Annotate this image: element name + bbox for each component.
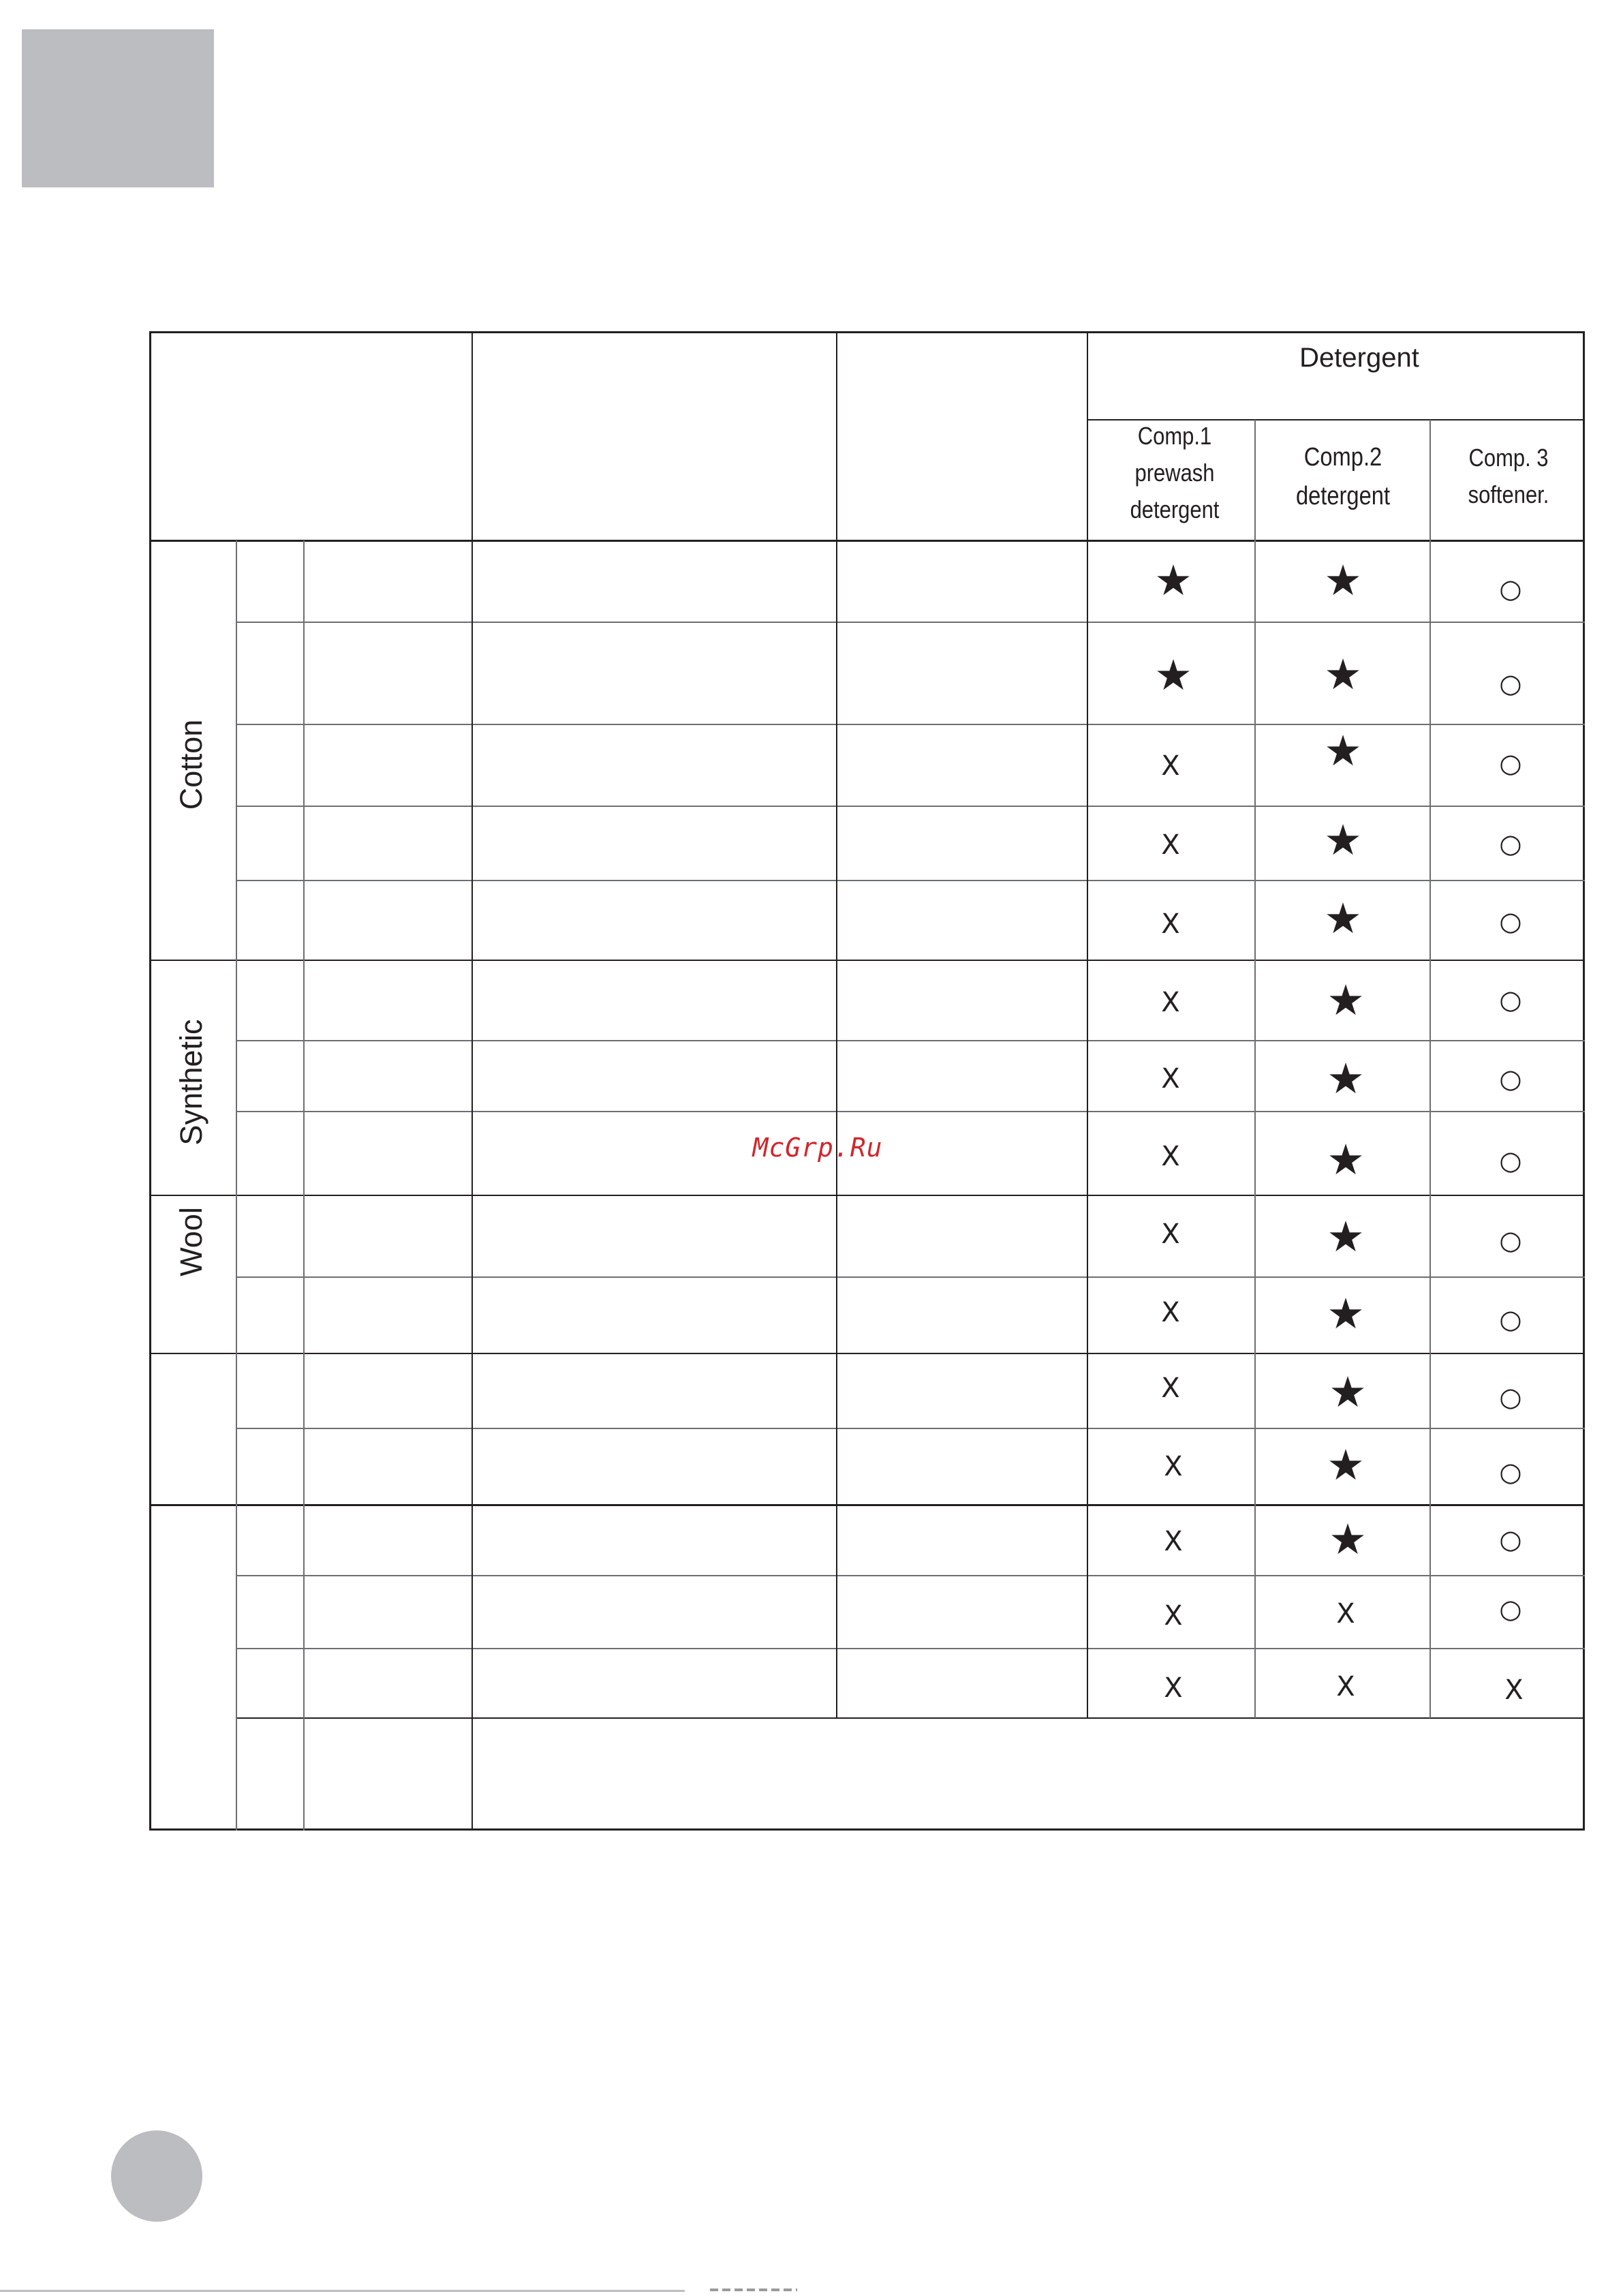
table-rule	[236, 1428, 1585, 1429]
table-rule	[1254, 420, 1256, 1718]
star-icon: ★	[1324, 555, 1362, 605]
comp2-line: detergent	[1295, 482, 1391, 510]
circle-icon: ○	[1499, 669, 1522, 699]
x-mark: X	[1504, 1674, 1524, 1706]
x-mark: X	[1161, 1373, 1180, 1404]
table-rule	[236, 806, 1585, 807]
x-mark: X	[1164, 1672, 1183, 1704]
comp1-line: prewash	[1134, 459, 1215, 487]
x-mark: X	[1161, 1219, 1180, 1250]
detergent-header: Detergent	[1299, 343, 1419, 373]
star-icon: ★	[1154, 650, 1192, 700]
table-rule	[236, 880, 1585, 881]
star-icon: ★	[1327, 1289, 1365, 1338]
star-icon: ★	[1329, 1367, 1367, 1417]
star-icon: ★	[1329, 1514, 1367, 1564]
group-label-synthetic: Synthetic	[174, 1019, 208, 1146]
table-rule	[236, 622, 1585, 623]
table-rule	[236, 540, 237, 1831]
x-mark: X	[1161, 829, 1180, 861]
page-tab-block	[22, 29, 214, 187]
table-rule	[236, 1276, 1585, 1278]
table-rule	[149, 1504, 1585, 1506]
table-rule	[236, 1111, 1585, 1112]
star-icon: ★	[1324, 893, 1362, 943]
table-rule	[303, 540, 305, 1831]
x-mark: X	[1161, 750, 1180, 782]
table-rule	[1087, 331, 1088, 1718]
table-rule	[236, 1648, 1585, 1649]
star-icon: ★	[1327, 975, 1365, 1025]
x-mark: X	[1161, 1297, 1180, 1328]
table-rule	[149, 1353, 1585, 1354]
x-mark: X	[1336, 1671, 1355, 1702]
comp2-header	[1268, 438, 1418, 516]
star-icon: ★	[1327, 1440, 1365, 1490]
x-mark: X	[1161, 908, 1180, 940]
circle-icon: ○	[1499, 1225, 1522, 1255]
circle-icon: ○	[1499, 829, 1522, 859]
x-mark: X	[1164, 1451, 1183, 1482]
star-icon: ★	[1324, 726, 1362, 776]
table-rule	[149, 960, 1585, 961]
table-rule	[472, 331, 473, 1831]
star-icon: ★	[1327, 1054, 1365, 1103]
table-rule	[236, 1717, 1585, 1719]
x-mark: X	[1164, 1526, 1183, 1557]
circle-icon: ○	[1499, 906, 1522, 936]
circle-icon: ○	[1499, 574, 1522, 604]
table-rule	[236, 1575, 1585, 1576]
group-label-wool: Wool	[174, 1207, 208, 1276]
circle-icon: ○	[1499, 1382, 1522, 1412]
watermark: McGrp.Ru	[752, 1133, 883, 1163]
comp3-line: Comp. 3	[1468, 444, 1549, 472]
table-rule	[836, 331, 837, 1718]
x-mark: X	[1161, 1063, 1180, 1095]
comp1-line: Comp.1	[1137, 422, 1212, 450]
star-icon: ★	[1154, 555, 1192, 605]
circle-icon: ○	[1499, 1304, 1522, 1334]
circle-icon: ○	[1499, 1525, 1522, 1555]
table-rule	[149, 1195, 1585, 1196]
circle-icon: ○	[1499, 1594, 1522, 1624]
table-rule	[149, 540, 1585, 542]
comp3-line: softener.	[1468, 480, 1549, 508]
table-rule	[1429, 420, 1431, 1718]
bottom-rule	[0, 2290, 685, 2292]
page-number-badge	[111, 2130, 202, 2222]
circle-icon: ○	[1499, 748, 1522, 778]
comp1-header	[1102, 418, 1247, 528]
x-mark: X	[1161, 987, 1180, 1018]
comp1-line: detergent	[1130, 495, 1220, 523]
circle-icon: ○	[1499, 1457, 1522, 1487]
star-icon: ★	[1327, 1212, 1365, 1261]
bottom-mark	[710, 2289, 797, 2291]
table-rule	[236, 1040, 1585, 1041]
star-icon: ★	[1324, 649, 1362, 699]
star-icon: ★	[1327, 1135, 1365, 1184]
circle-icon: ○	[1499, 1146, 1522, 1176]
table-rule	[236, 724, 1585, 725]
x-mark: X	[1164, 1600, 1183, 1632]
circle-icon: ○	[1499, 985, 1522, 1015]
group-label-cotton: Cotton	[174, 719, 208, 810]
x-mark: X	[1161, 1141, 1180, 1172]
comp3-header	[1440, 440, 1577, 513]
comp2-line: Comp.2	[1303, 443, 1382, 472]
x-mark: X	[1336, 1598, 1355, 1629]
star-icon: ★	[1324, 815, 1362, 865]
circle-icon: ○	[1499, 1064, 1522, 1094]
